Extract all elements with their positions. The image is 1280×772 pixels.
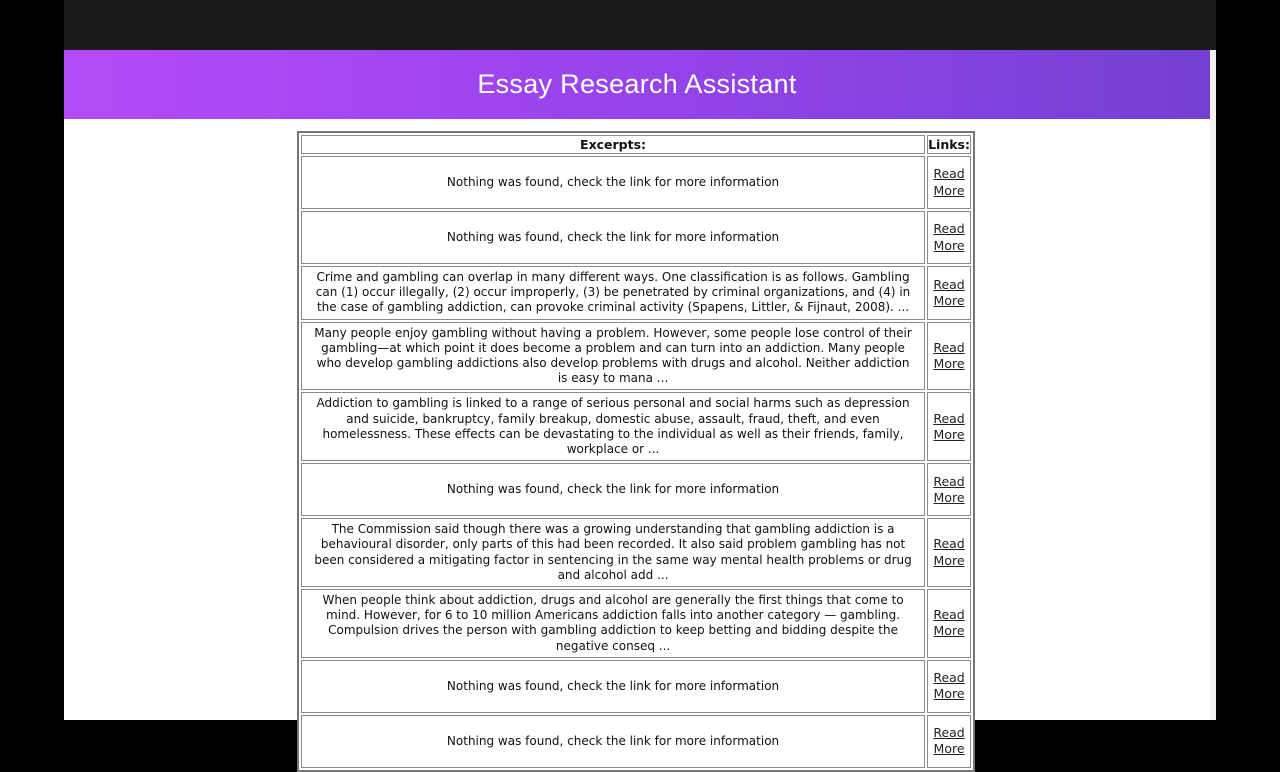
- read-more-label-line2: More: [933, 552, 965, 568]
- read-more-label-line2: More: [933, 426, 965, 442]
- read-more-link[interactable]: [933, 221, 964, 252]
- link-cell: [927, 660, 971, 713]
- read-more-label-line2: More: [933, 237, 965, 253]
- read-more-link[interactable]: [933, 474, 964, 505]
- scrollbar-track[interactable]: [1210, 50, 1216, 720]
- excerpts-column-header: Excerpts:: [301, 135, 925, 154]
- excerpt-cell: Many people enjoy gambling without having a problem. However, some people lose control of their gambling—at which point it does become a problem and can turn into an addiction. Many people who develop gambling addictions also develop problems with drugs and alcohol. Neither addiction is easy to mana ...: [301, 322, 925, 391]
- read-more-label-line1: Read: [933, 607, 965, 623]
- link-cell: [927, 392, 971, 461]
- browser-viewport: [64, 0, 1216, 757]
- read-more-label-line1: Read: [933, 410, 965, 426]
- top-bar: [64, 0, 1216, 50]
- read-more-label-line2: More: [933, 686, 965, 702]
- read-more-link[interactable]: [933, 277, 964, 308]
- read-more-link[interactable]: [933, 670, 964, 701]
- table-row: [301, 156, 971, 209]
- read-more-label-line1: Read: [933, 221, 965, 237]
- link-cell: [927, 518, 971, 587]
- link-cell: [927, 589, 971, 658]
- link-cell: [927, 266, 971, 320]
- page-title: Essay Research Assistant: [477, 69, 797, 99]
- table-row: [301, 266, 971, 320]
- read-more-label-line1: Read: [933, 276, 965, 292]
- results-table: [297, 131, 975, 772]
- table-header-row: [301, 135, 971, 154]
- read-more-label-line2: More: [933, 623, 965, 639]
- excerpt-cell: Nothing was found, check the link for more information: [301, 156, 925, 209]
- excerpt-cell: Nothing was found, check the link for more information: [301, 463, 925, 516]
- excerpt-cell: Crime and gambling can overlap in many different ways. One classification is as follows. Gambling can (1) occur illegally, (2) occur improperly, (3) be penetrated by criminal organizations, and (4) in the case of gambling addiction, can provoke criminal activity (Spapens, Littler, & Fijnaut, 2008). ...: [301, 266, 925, 320]
- excerpt-cell: Nothing was found, check the link for more information: [301, 211, 925, 264]
- excerpt-cell: Nothing was found, check the link for more information: [301, 715, 925, 768]
- read-more-label-line1: Read: [933, 166, 965, 182]
- read-more-label-line1: Read: [933, 339, 965, 355]
- table-row: [301, 322, 971, 391]
- excerpt-cell: When people think about addiction, drugs and alcohol are generally the first things that come to mind. However, for 6 to 10 million Americans addiction falls into another category — gambling. Compulsion drives the person with gambling addiction to keep betting and bidding despite the negative conseq ...: [301, 589, 925, 658]
- read-more-label-line2: More: [933, 489, 965, 505]
- table-row: [301, 392, 971, 461]
- table-row: [301, 715, 971, 768]
- read-more-link[interactable]: [933, 725, 964, 756]
- link-cell: [927, 463, 971, 516]
- link-cell: [927, 211, 971, 264]
- read-more-label-line1: Read: [933, 670, 965, 686]
- table-row: [301, 211, 971, 264]
- read-more-link[interactable]: [933, 340, 964, 371]
- excerpt-cell: Addiction to gambling is linked to a range of serious personal and social harms such as depression and suicide, bankruptcy, family breakup, domestic abuse, assault, fraud, theft, and even homelessness. These effects can be devastating to the individual as well as their friends, family, workplace or ...: [301, 392, 925, 461]
- results-table-container: [297, 131, 975, 772]
- read-more-label-line2: More: [933, 292, 965, 308]
- link-cell: [927, 322, 971, 391]
- read-more-label-line2: More: [933, 182, 965, 198]
- read-more-label-line1: Read: [933, 536, 965, 552]
- read-more-label-line1: Read: [933, 473, 965, 489]
- links-column-header: Links:: [928, 137, 970, 152]
- table-row: [301, 518, 971, 587]
- read-more-link[interactable]: [933, 536, 964, 567]
- read-more-label-line2: More: [933, 741, 965, 757]
- link-cell: [927, 715, 971, 768]
- read-more-link[interactable]: [933, 607, 964, 638]
- read-more-link[interactable]: [933, 411, 964, 442]
- table-row: [301, 463, 971, 516]
- table-row: [301, 660, 971, 713]
- table-row: [301, 589, 971, 658]
- read-more-link[interactable]: [933, 166, 964, 197]
- excerpt-cell: The Commission said though there was a growing understanding that gambling addiction is a behavioural disorder, only parts of this had been recorded. It also said problem gambling has not been considered a mitigating factor in sentencing in the same way mental health problems or drug and alcohol add ...: [301, 518, 925, 587]
- excerpt-cell: Nothing was found, check the link for more information: [301, 660, 925, 713]
- read-more-label-line2: More: [933, 356, 965, 372]
- read-more-label-line1: Read: [933, 725, 965, 741]
- link-cell: [927, 156, 971, 209]
- app-header: [64, 50, 1210, 119]
